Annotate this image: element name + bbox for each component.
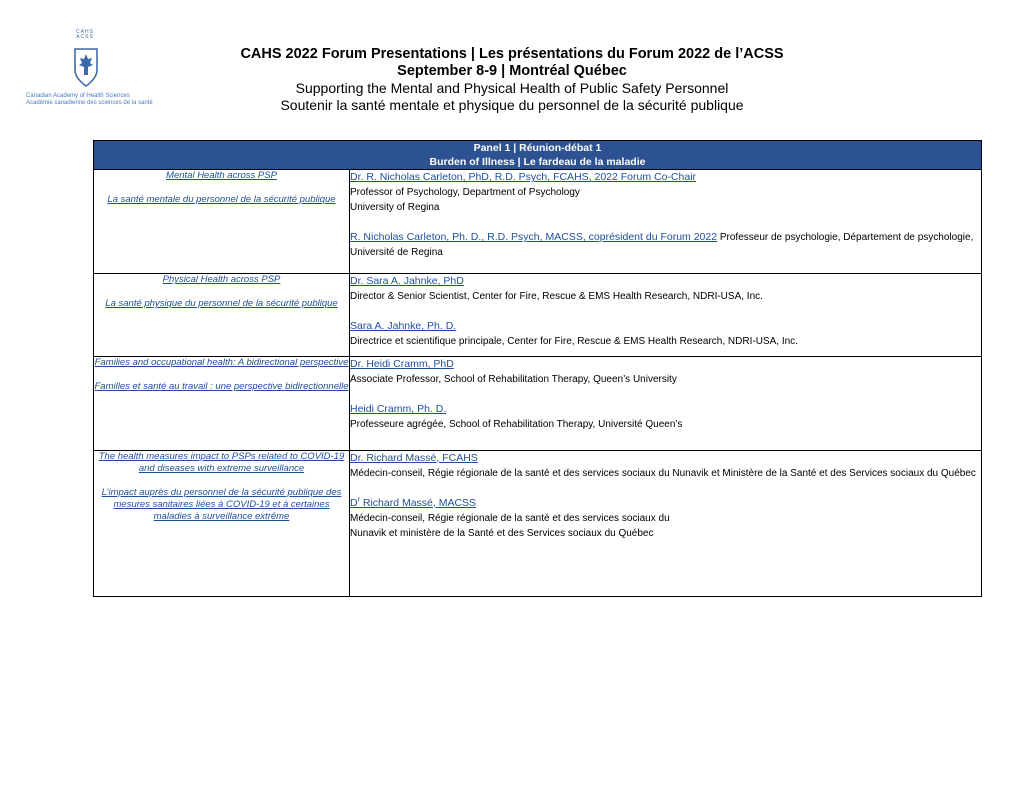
page-date: September 8-9 | Montréal Québec bbox=[397, 63, 627, 79]
panel-table bbox=[93, 140, 982, 597]
table-row bbox=[94, 274, 982, 357]
speaker-role-en: Associate Professor, School of Rehabilitation Therapy, Queen’s University bbox=[350, 374, 677, 386]
speaker-cell bbox=[350, 170, 982, 274]
talk-link-en[interactable]: Mental Health across PSP bbox=[166, 170, 277, 182]
page-title: CAHS 2022 Forum Presentations | Les présentations du Forum 2022 de l’ACSS bbox=[240, 46, 784, 62]
logo-name-en: Canadian Academy of Health Sciences bbox=[26, 93, 130, 99]
table-row bbox=[94, 357, 982, 450]
speaker-link-en[interactable]: Dr. Richard Massé, FCAHS bbox=[350, 451, 478, 464]
talk-link-fr[interactable]: L’impact auprès du personnel de la sécurité publique des mesures sanitaires liées à COVID-19 et à certaines maladies à surveillance extrême bbox=[101, 486, 342, 522]
shield-icon bbox=[74, 48, 98, 88]
talk-cell bbox=[94, 357, 350, 450]
talk-link-en[interactable]: The health measures impact to PSPs related to COVID-19 and diseases with extreme surveillance bbox=[98, 450, 345, 474]
table-row bbox=[94, 170, 982, 274]
speaker-link-fr[interactable] bbox=[350, 497, 476, 509]
speaker-cell bbox=[350, 274, 982, 357]
speaker-title-prefix: D bbox=[350, 496, 358, 509]
page-subtitle-en: Supporting the Mental and Physical Health of Public Safety Personnel bbox=[295, 80, 729, 96]
talk-cell bbox=[94, 170, 350, 274]
speaker-link-en[interactable]: Dr. Sara A. Jahnke, PhD bbox=[350, 275, 464, 288]
speaker-link-en[interactable]: Dr. R. Nicholas Carleton, PhD, R.D. Psych, FCAHS, 2022 Forum Co-Chair bbox=[350, 171, 697, 184]
speaker-name-fr: Richard Massé, MACSS bbox=[359, 496, 477, 509]
speaker-cell bbox=[350, 450, 982, 596]
speaker-link-en[interactable]: Dr. Heidi Cramm, PhD bbox=[350, 358, 454, 371]
speaker-role-en: Professor of Psychology, Department of Psychology bbox=[350, 187, 580, 199]
talk-cell bbox=[94, 450, 350, 596]
speaker-role-fr: Professeur de psychologie, Département de psychologie, Université de Regina bbox=[350, 232, 974, 259]
speaker-link-fr[interactable]: Sara A. Jahnke, Ph. D. bbox=[350, 320, 457, 333]
cahs-logo bbox=[26, 30, 176, 106]
talk-link-en[interactable]: Physical Health across PSP bbox=[162, 274, 281, 286]
speaker-role-fr: Professeure agrégée, School of Rehabilitation Therapy, Université Queen’s bbox=[350, 419, 683, 431]
panel-header bbox=[94, 141, 982, 170]
speaker-role-fr: Directrice et scientifique principale, Center for Fire, Rescue & EMS Health Research, NDRI-USA, Inc. bbox=[350, 336, 798, 348]
table-row bbox=[94, 450, 982, 596]
panel-header-row bbox=[94, 141, 982, 170]
logo-name-fr: Académie canadienne des sciences de la santé bbox=[26, 100, 153, 106]
speaker-cell bbox=[350, 357, 982, 450]
talk-link-fr[interactable]: La santé mentale du personnel de la sécurité publique bbox=[107, 194, 336, 206]
panel-title: Panel 1 | Réunion-débat 1 bbox=[473, 142, 602, 154]
page-subtitle-fr: Soutenir la santé mentale et physique du personnel de la sécurité publique bbox=[280, 97, 744, 113]
talk-link-en[interactable]: Families and occupational health: A bidirectional perspective bbox=[94, 357, 349, 369]
talk-link-fr[interactable]: La santé physique du personnel de la sécurité publique bbox=[105, 298, 338, 310]
speaker-affiliation-en: University of Regina bbox=[350, 202, 440, 214]
speaker-role-en: Director & Senior Scientist, Center for Fire, Rescue & EMS Health Research, NDRI-USA, Inc. bbox=[350, 291, 763, 303]
speaker-title-sup: r bbox=[357, 496, 360, 504]
page-header bbox=[200, 46, 824, 114]
speaker-role-fr-2: Nunavik et ministère de la Santé et des Services sociaux du Québec bbox=[350, 527, 654, 539]
speaker-role-fr-1: Médecin-conseil, Régie régionale de la santé et des services sociaux du bbox=[350, 512, 670, 524]
talk-link-fr[interactable]: Familles et santé au travail : une perspective bidirectionnelle bbox=[94, 381, 349, 393]
panel-subtitle: Burden of Illness | Le fardeau de la maladie bbox=[429, 156, 646, 168]
speaker-link-fr[interactable]: R. Nicholas Carleton, Ph. D., R.D. Psych, MACSS, coprésident du Forum 2022 bbox=[350, 231, 718, 244]
speaker-role-en: Médecin-conseil, Régie régionale de la santé et des services sociaux du Nunavik et Ministère de la Santé et des Services sociaux du Québec bbox=[350, 467, 976, 479]
speaker-link-fr[interactable]: Heidi Cramm, Ph. D. bbox=[350, 403, 447, 416]
logo-acronym: CAHS ACSS bbox=[76, 29, 94, 40]
talk-cell bbox=[94, 274, 350, 357]
